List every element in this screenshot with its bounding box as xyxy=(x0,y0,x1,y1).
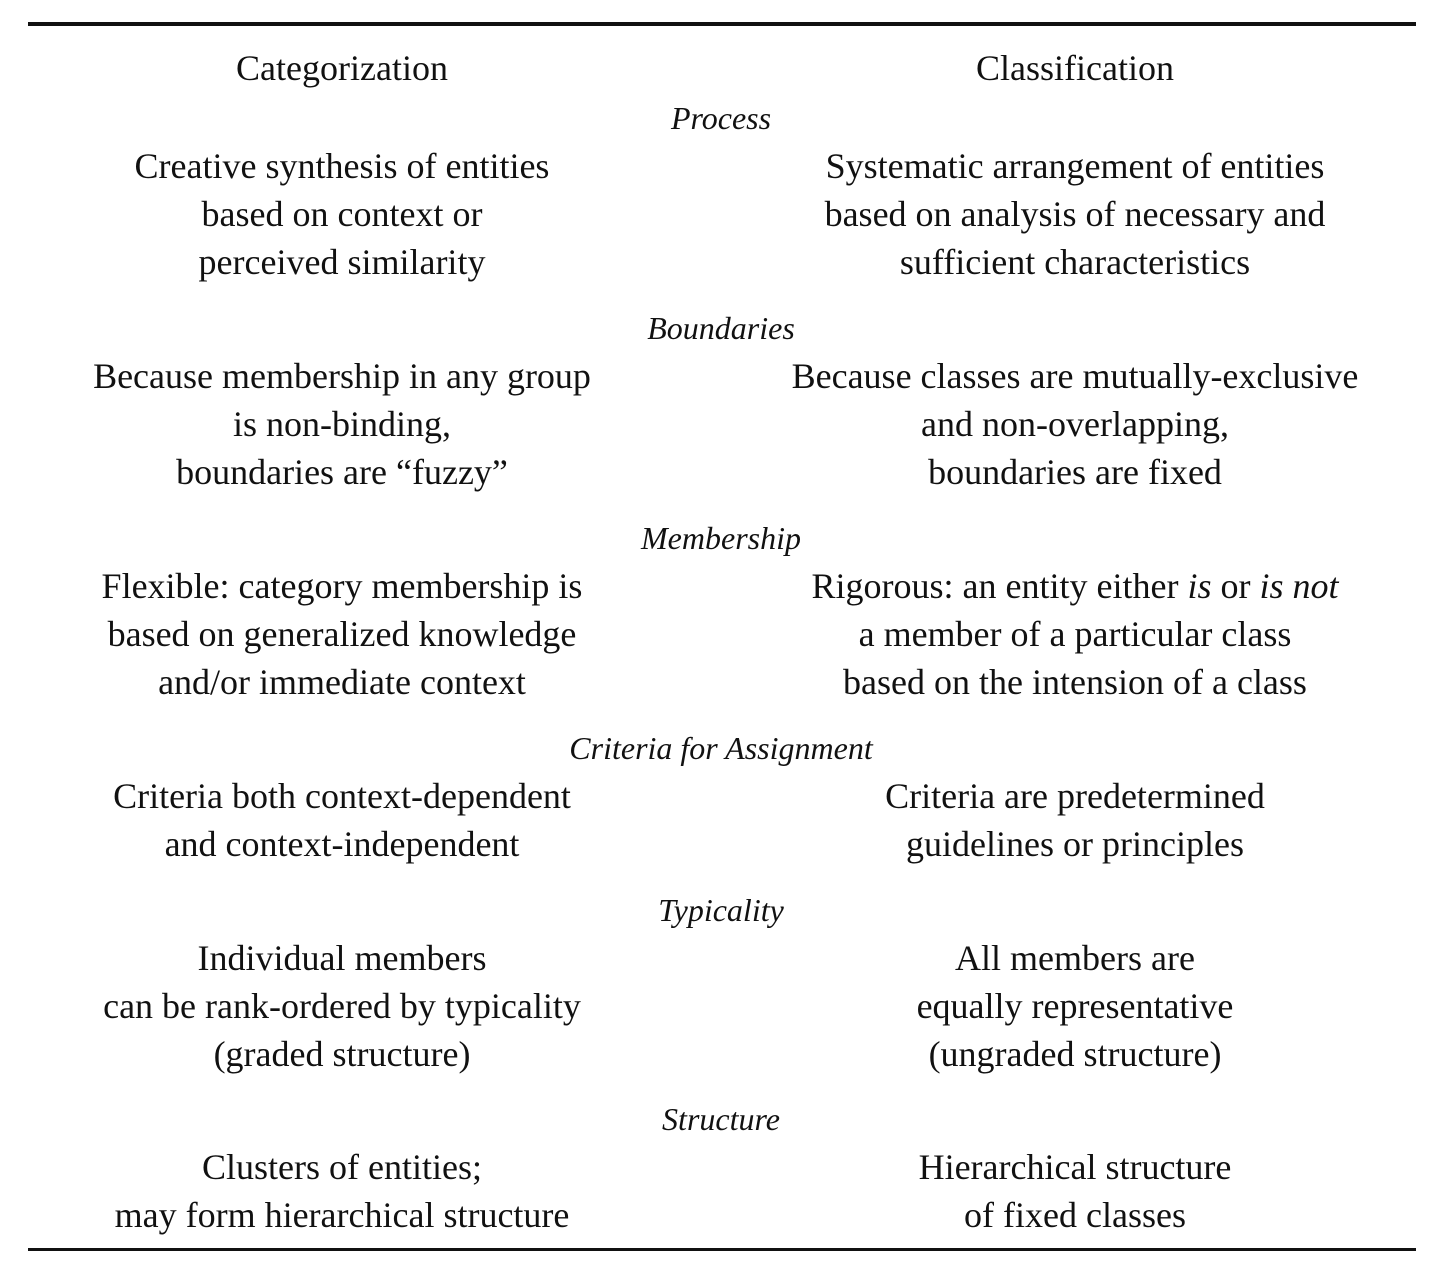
column-header-classification: Classification xyxy=(976,48,1174,88)
cell-line: boundaries are “fuzzy” xyxy=(176,452,508,492)
table-bottom-rule xyxy=(28,1248,1416,1251)
cell-line: and context-independent xyxy=(164,824,520,864)
cell-line: guidelines or principles xyxy=(906,824,1244,864)
cell-line: All members are xyxy=(955,938,1195,978)
cell-line: Flexible: category membership is xyxy=(101,566,583,606)
column-header-categorization: Categorization xyxy=(236,48,448,88)
cell-line: based on analysis of necessary and xyxy=(824,194,1326,234)
cell-line: equally representative xyxy=(916,986,1234,1026)
cell-line: sufficient characteristics xyxy=(899,242,1251,282)
categorization-cell xyxy=(28,772,656,868)
table-top-rule xyxy=(28,22,1416,26)
cell-line: Criteria are predetermined xyxy=(885,776,1265,816)
cell-line: is non-binding, xyxy=(232,404,451,444)
section-title: Structure xyxy=(662,1101,780,1137)
cell-line: Because classes are mutually-exclusive xyxy=(791,356,1359,396)
classification-cell xyxy=(730,772,1420,868)
cell-line: and non-overlapping, xyxy=(921,404,1229,444)
cell-line xyxy=(730,562,1420,610)
cell-line: Hierarchical structure xyxy=(918,1147,1232,1187)
cell-line: Individual members xyxy=(197,938,487,978)
cell-line: Because membership in any group xyxy=(93,356,591,396)
cell-line: based on the intension of a class xyxy=(843,662,1307,702)
cell-line: Criteria both context-dependent xyxy=(113,776,571,816)
cell-line: Systematic arrangement of entities xyxy=(825,146,1325,186)
cell-line: may form hierarchical structure xyxy=(114,1195,570,1235)
emphasis-text: is not xyxy=(1259,566,1339,606)
text-run: or xyxy=(1211,566,1260,606)
cell-line: a member of a particular class xyxy=(858,614,1292,654)
cell-line: Creative synthesis of entities xyxy=(134,146,550,186)
section-title: Criteria for Assignment xyxy=(569,730,873,766)
section-title: Membership xyxy=(641,520,801,556)
cell-line: boundaries are fixed xyxy=(928,452,1222,492)
cell-line: of fixed classes xyxy=(964,1195,1186,1235)
section-title: Typicality xyxy=(658,892,784,928)
cell-line: (graded structure) xyxy=(213,1034,471,1074)
categorization-cell xyxy=(28,1143,656,1239)
text-run: Rigorous: an entity either xyxy=(811,566,1188,606)
classification-cell xyxy=(730,934,1420,1078)
classification-cell xyxy=(730,562,1420,706)
cell-line: (ungraded structure) xyxy=(928,1034,1222,1074)
cell-line: can be rank-ordered by typicality xyxy=(103,986,581,1026)
cell-line: perceived similarity xyxy=(198,242,486,282)
cell-line: based on generalized knowledge xyxy=(107,614,577,654)
categorization-cell xyxy=(28,352,656,496)
section-title: Process xyxy=(670,100,772,136)
classification-cell xyxy=(730,352,1420,496)
cell-line: based on context or xyxy=(201,194,483,234)
section-title: Boundaries xyxy=(647,310,795,346)
categorization-cell xyxy=(28,934,656,1078)
categorization-cell xyxy=(28,562,656,706)
cell-line: Clusters of entities; xyxy=(202,1147,482,1187)
cell-line: and/or immediate context xyxy=(158,662,526,702)
categorization-cell xyxy=(28,142,656,286)
classification-cell xyxy=(730,142,1420,286)
classification-cell xyxy=(730,1143,1420,1239)
emphasis-text: is xyxy=(1187,566,1212,606)
